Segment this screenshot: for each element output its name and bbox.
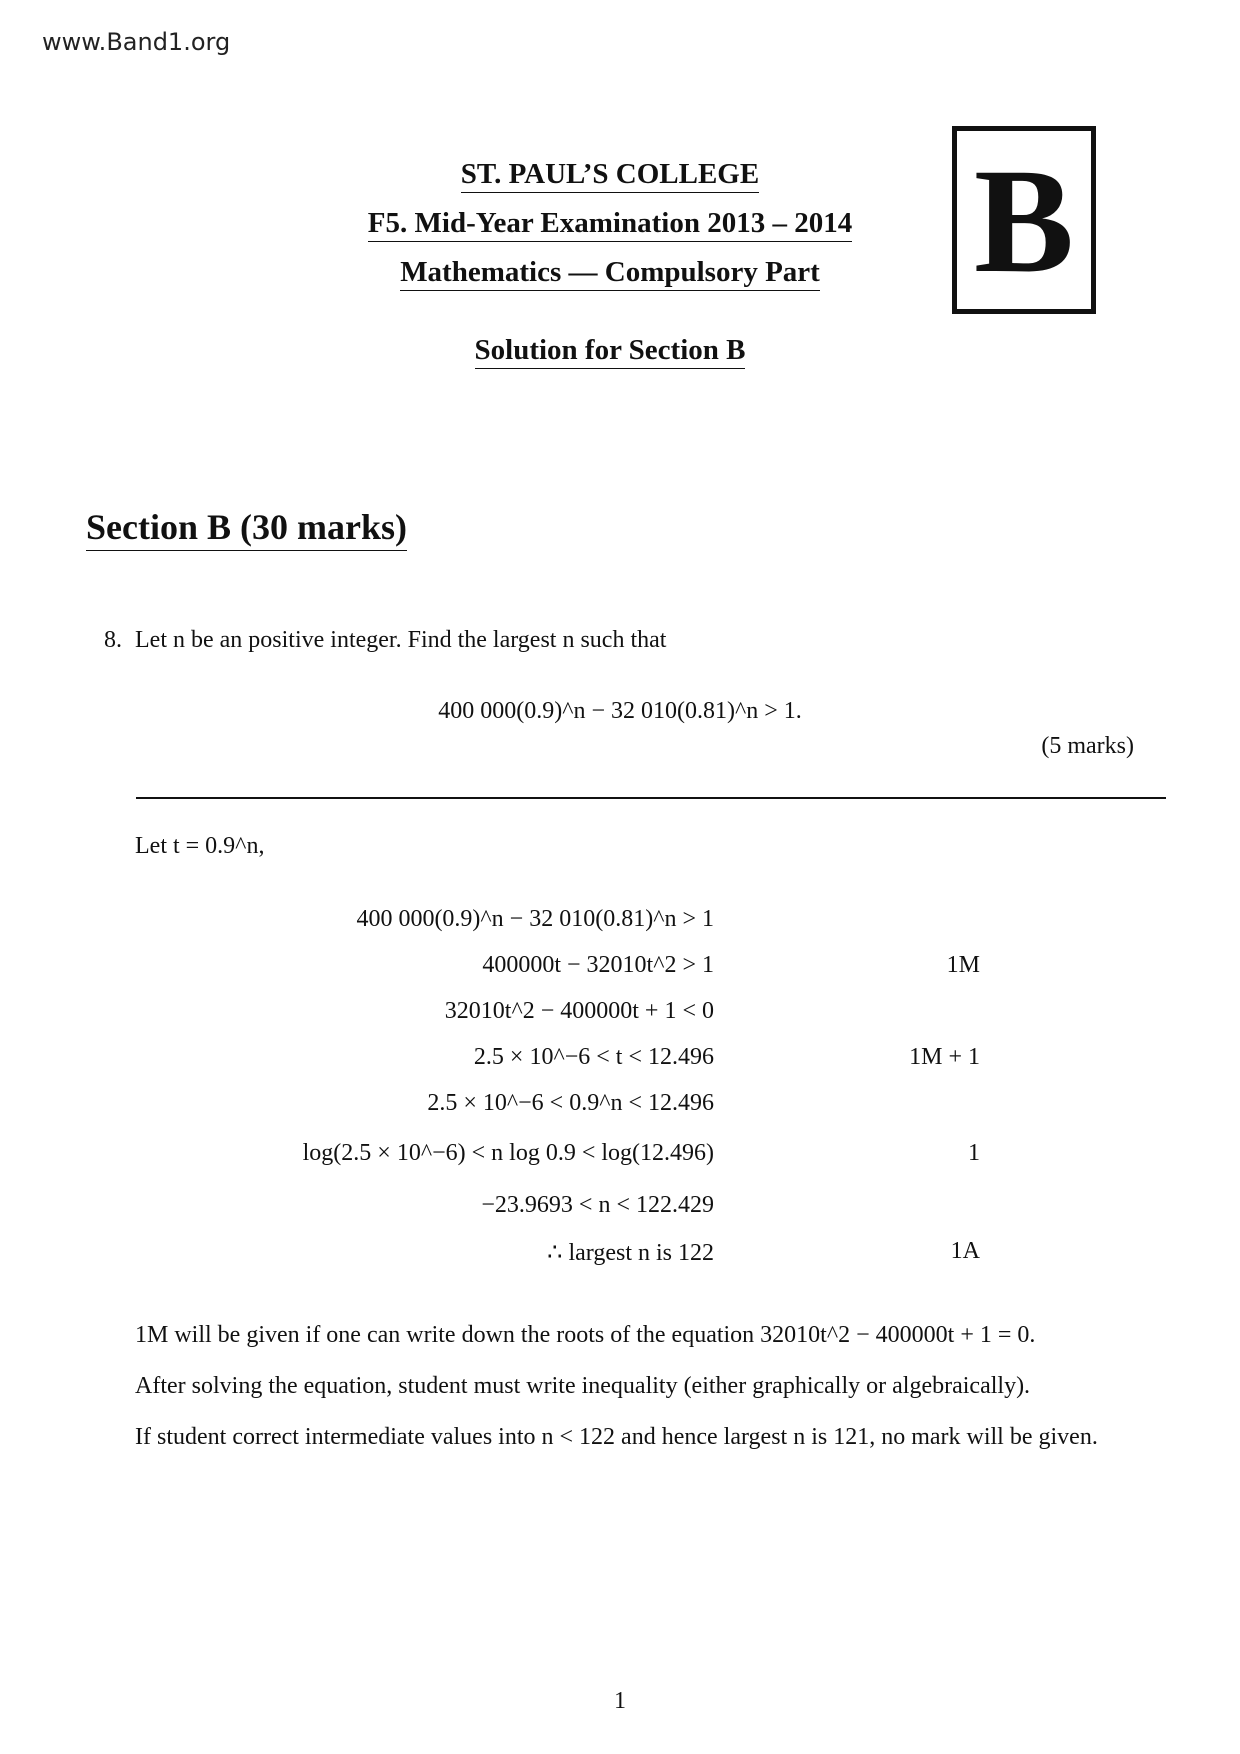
subject-title-text: Mathematics — Compulsory Part [400,256,820,291]
step-mark: 1 [968,1140,980,1166]
marking-note: 1M will be given if one can write down the roots of the equation 32010t^2 − 400000t + 1 = 0. [135,1322,1036,1348]
solution-step: 400 000(0.9)^n − 32 010(0.81)^n > 1 [356,906,714,932]
step-mark: 1M + 1 [909,1044,980,1070]
solution-step: −23.9693 < n < 122.429 [481,1192,714,1218]
question-number: 8. [104,627,122,653]
solution-title [0,334,1240,367]
marking-note: After solving the equation, student must write inequality (either graphically or algebraically). [135,1373,1031,1399]
page-number: 1 [614,1688,626,1714]
solution-step: log(2.5 × 10^−6) < n log 0.9 < log(12.496) [302,1140,714,1166]
exam-title-text: F5. Mid-Year Examination 2013 – 2014 [368,207,852,242]
solution-step: ∴ largest n is 122 [547,1240,714,1266]
question-equation: 400 000(0.9)^n − 32 010(0.81)^n > 1. [438,698,802,724]
section-letter-box [952,126,1096,314]
step-mark: 1M [946,952,980,978]
solution-step: 2.5 × 10^−6 < 0.9^n < 12.496 [427,1090,714,1116]
substitution-statement: Let t = 0.9^n, [135,833,265,859]
step-mark: 1A [950,1238,980,1264]
question-marks: (5 marks) [1041,733,1134,759]
solution-step: 2.5 × 10^−6 < t < 12.496 [473,1044,714,1070]
divider-line [136,797,1166,799]
section-heading: Section B (30 marks) [86,506,407,551]
question-text: Let n be an positive integer. Find the largest n such that [135,627,667,653]
watermark: www.Band1.org [42,28,231,56]
marking-note: If student correct intermediate values into n < 122 and hence largest n is 121, no mark will be given. [135,1424,1098,1450]
school-name-text: ST. PAUL’S COLLEGE [461,158,759,193]
solution-step: 400000t − 32010t^2 > 1 [482,952,714,978]
section-letter: B [973,138,1075,304]
solution-step: 32010t^2 − 400000t + 1 < 0 [444,998,714,1024]
solution-title-text: Solution for Section B [475,334,746,369]
